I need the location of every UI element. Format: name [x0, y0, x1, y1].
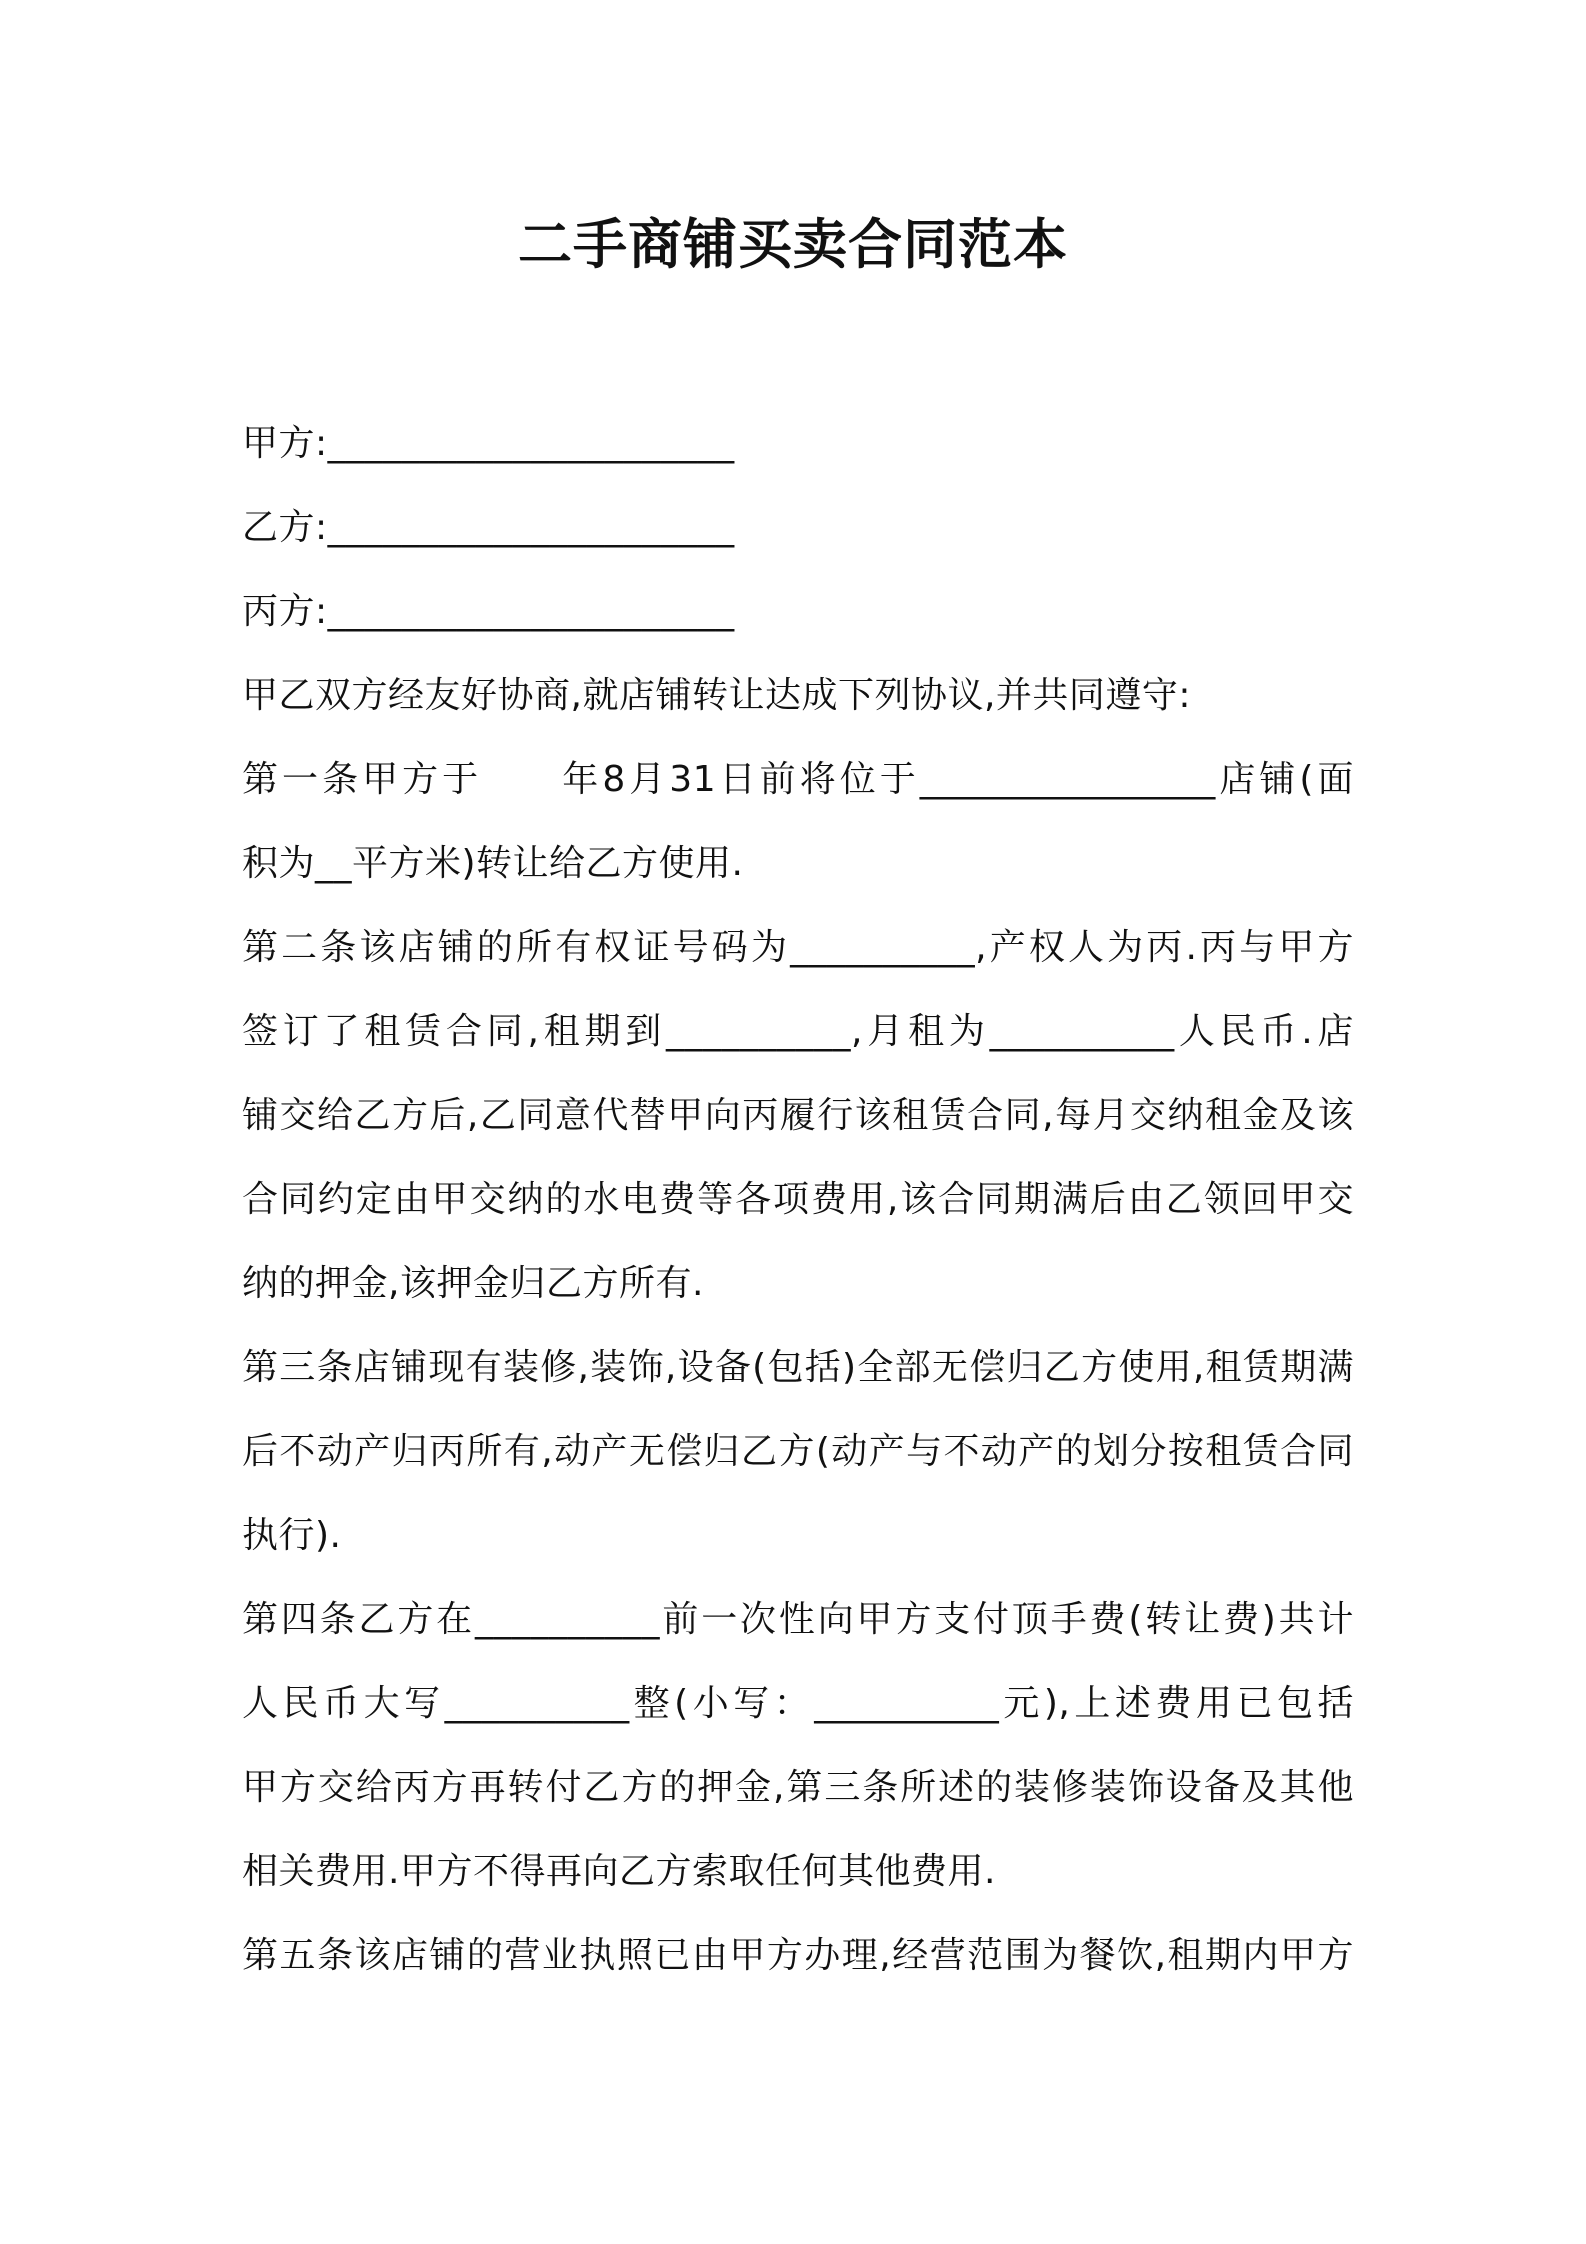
article-3-line-3: 执行).	[242, 1515, 342, 1556]
party-a-line: 甲方:______________________	[242, 423, 735, 464]
article-4-line-3: 甲方交给丙方再转付乙方的押金,第三条所述的装修装饰设备及其他	[242, 1767, 1354, 1808]
article-2-line-1: 第二条该店铺的所有权证号码为__________,产权人为丙.丙与甲方	[242, 927, 1354, 968]
article-4-line-1: 第四条乙方在__________前一次性向甲方支付顶手费(转让费)共计	[242, 1599, 1354, 1640]
document-title: 二手商铺买卖合同范本	[518, 213, 1068, 276]
preamble-line: 甲乙双方经友好协商,就店铺转让达成下列协议,并共同遵守:	[242, 675, 1192, 716]
article-2-line-4: 合同约定由甲交纳的水电费等各项费用,该合同期满后由乙领回甲交	[242, 1179, 1354, 1220]
article-1-line-1: 第一条甲方于 年8月31日前将位于________________店铺(面	[242, 759, 1354, 800]
article-3-line-1: 第三条店铺现有装修,装饰,设备(包括)全部无偿归乙方使用,租赁期满	[242, 1347, 1354, 1388]
article-4-line-2: 人民币大写__________整(小写：__________元),上述费用已包括	[242, 1683, 1354, 1724]
article-4-line-4: 相关费用.甲方不得再向乙方索取任何其他费用.	[242, 1851, 996, 1892]
article-5-line-1: 第五条该店铺的营业执照已由甲方办理,经营范围为餐饮,租期内甲方	[242, 1935, 1354, 1976]
article-1-line-2: 积为__平方米)转让给乙方使用.	[242, 843, 744, 884]
article-2-line-2: 签订了租赁合同,租期到__________,月租为__________人民币.店	[242, 1011, 1354, 1052]
article-3-line-2: 后不动产归丙所有,动产无偿归乙方(动产与不动产的划分按租赁合同	[242, 1431, 1354, 1472]
article-2-line-3: 铺交给乙方后,乙同意代替甲向丙履行该租赁合同,每月交纳租金及该	[242, 1095, 1354, 1136]
party-b-line: 乙方:______________________	[242, 507, 735, 548]
article-2-line-5: 纳的押金,该押金归乙方所有.	[242, 1263, 704, 1304]
contract-body	[242, 402, 1354, 1998]
party-c-line: 丙方:______________________	[242, 591, 735, 632]
